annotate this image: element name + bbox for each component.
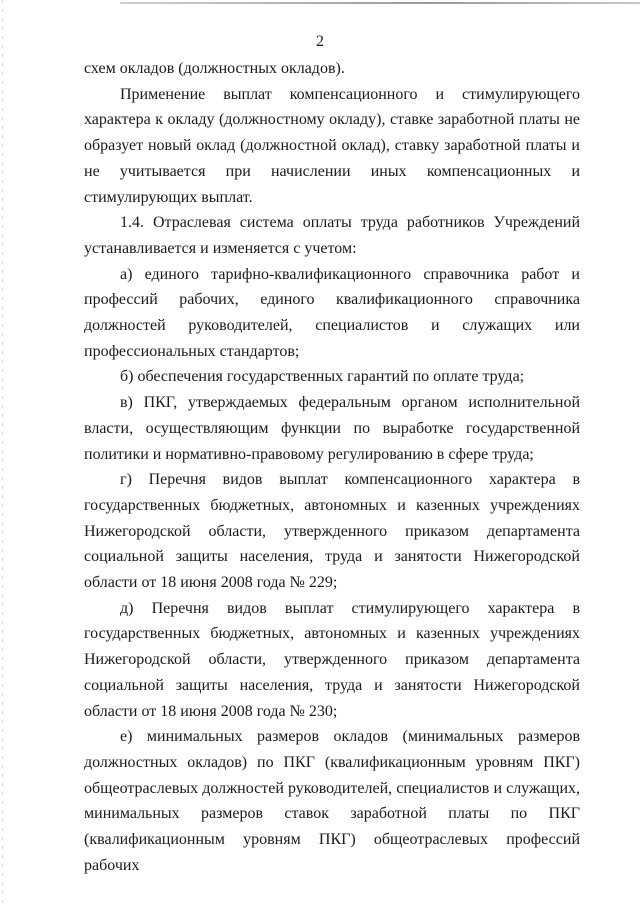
document-body [84,56,580,879]
list-item-a: а) единого тарифно-квалификационного справочника работ и профессий рабочих, единого квалификационного справочника должностей руководителей, специалистов и служащих или профессиональных стандартов; [84,265,580,360]
paragraph-continuation: схем окладов (должностных окладов). [84,60,345,77]
page-number: 2 [316,33,324,50]
scan-top-edge [120,2,640,4]
paragraph-application-of-payments: Применение выплат компенсационного и стимулирующего характера к окладу (должностному окладу), ставке заработной платы не образует новый оклад (должностной оклад), ставку заработной платы и не учитывается при начислении иных компенсационных и стимулирующих выплат. [84,85,580,206]
list-item-v: в) ПКГ, утверждаемых федеральным органом исполнительной власти, осуществляющим функции по выработке государственной политики и нормативно-правовому регулированию в сфере труда; [84,394,580,463]
list-item-g: г) Перечня видов выплат компенсационного характера в государственных бюджетных, автономных и казенных учреждениях Нижегородской области, утвержденного приказом департамента социальной защиты населения, труда и занятости Нижегородской области от 18 июня 2008 года № 229; [84,471,580,592]
list-item-e: е) минимальных размеров окладов (минимальных размеров должностных окладов) по ПКГ (квалификационным уровням ПКГ) общеотраслевых должностей руководителей, специалистов и служащих, минимальных размеров ставок заработной платы по ПКГ (квалификационным уровням ПКГ) общеотраслевых профессий рабочих [84,728,580,874]
scan-left-edge [2,0,3,905]
list-item-d: д) Перечня видов выплат стимулирующего характера в государственных бюджетных, автономных и казенных учреждениях Нижегородской области, утвержденного приказом департамента социальной защиты населения, труда и занятости Нижегородской области от 18 июня 2008 года № 230; [84,599,580,720]
paragraph-section-1-4: 1.4. Отраслевая система оплаты труда работников Учреждений устанавливается и изменяется с учетом: [84,214,580,257]
list-item-b: б) обеспечения государственных гарантий по оплате труда; [120,368,525,386]
